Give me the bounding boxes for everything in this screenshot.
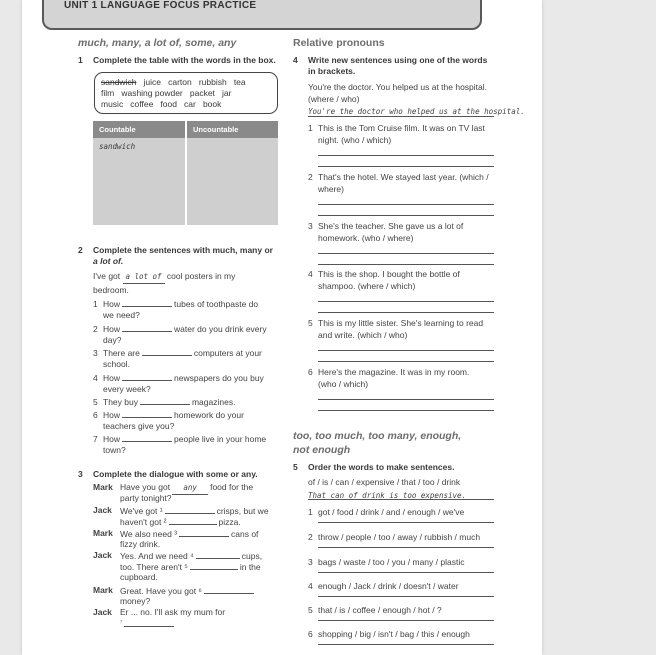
item-text: throw / people / too / away / rubbish / much <box>318 532 481 542</box>
question-5-instruction: Order the words to make sentences. <box>308 462 455 472</box>
answer-blank[interactable] <box>165 504 215 514</box>
answer-line[interactable] <box>318 620 494 621</box>
item-text: newspapers do you buy <box>174 373 264 383</box>
item-text: Here's the magazine. It was in my room. <box>318 367 470 377</box>
item-text: where) <box>318 184 344 194</box>
item-text: How <box>103 434 121 444</box>
example-answer: a lot of <box>123 271 165 284</box>
item-number: 1 <box>308 123 313 133</box>
dialogue-text: too. There aren't ⁵ <box>120 562 188 572</box>
question-5-example-answer: That can of drink is too expensive. <box>308 491 467 500</box>
example-answer: any <box>172 482 208 495</box>
item-text: got / food / drink / and / enough / we've <box>318 507 465 517</box>
question-4-instruction-line: in brackets. <box>308 66 356 76</box>
question-2-instruction <box>93 245 273 267</box>
item-text: shopping / big / isn't / bag / this / enough <box>318 629 470 639</box>
item-text: magazines. <box>191 397 236 407</box>
item-number: 1 <box>93 299 98 309</box>
answer-line[interactable] <box>318 264 494 265</box>
speaker-name: Mark <box>93 528 113 538</box>
item-number: 6 <box>308 367 313 377</box>
item-number: 7 <box>93 434 98 444</box>
answer-line[interactable] <box>318 410 494 411</box>
answer-blank[interactable] <box>190 560 238 570</box>
answer-line[interactable] <box>318 155 494 156</box>
question-4-instruction-line: Write new sentences using one of the words <box>308 55 488 65</box>
word-box-row <box>101 77 246 87</box>
item-number: 6 <box>308 629 313 639</box>
dialogue-text: crisps, but we <box>216 506 269 516</box>
dialogue-text: Have you got <box>120 482 171 492</box>
dialogue-text: ⁷ <box>120 620 123 626</box>
answer-line[interactable] <box>318 572 494 573</box>
question-4-instruction <box>308 55 487 77</box>
item-number: 3 <box>93 348 98 358</box>
item-text: How <box>103 410 121 420</box>
word-juice: juice <box>143 77 162 87</box>
answer-line[interactable] <box>318 361 494 362</box>
item-number: 4 <box>308 581 313 591</box>
answer-line <box>308 116 494 117</box>
dialogue-text: cans of <box>231 529 259 539</box>
dialogue-text: money? <box>120 596 151 606</box>
item-text: people live in your home <box>174 434 267 444</box>
dialogue-text: pizza. <box>218 517 241 527</box>
answer-blank[interactable] <box>169 515 217 525</box>
dialogue-text: We also need ³ <box>120 529 178 539</box>
speaker-name: Mark <box>93 585 113 595</box>
dialogue-text: cups, <box>241 551 263 561</box>
answer-blank[interactable] <box>124 617 174 627</box>
dialogue-text: party tonight? <box>120 493 172 503</box>
dialogue-text: haven't got ² <box>120 517 167 527</box>
item-number: 5 <box>93 397 98 407</box>
item-text: bags / waste / too / you / many / plastic <box>318 557 465 567</box>
item-text: That's the hotel. We stayed last year. (which / <box>318 172 489 182</box>
answer-blank[interactable] <box>179 527 229 537</box>
item-text: homework. (who / where) <box>318 233 414 243</box>
question-5-example: of / is / can / expensive / that / too / drink <box>308 477 461 487</box>
answer-blank[interactable] <box>122 371 172 381</box>
question-number-3: 3 <box>78 469 83 479</box>
item-continuation: town? <box>103 445 126 455</box>
answer-line[interactable] <box>318 350 494 351</box>
item-text: How <box>103 324 121 334</box>
word-box <box>94 72 278 114</box>
dialogue-line: cupboard. <box>120 572 158 582</box>
uncountable-cell[interactable] <box>186 138 278 225</box>
word-tea: tea <box>233 77 246 87</box>
item-text: This is the Tom Cruise film. It was on TV last <box>318 123 485 133</box>
example-text: cool posters in my <box>166 271 236 281</box>
item-text: They buy <box>103 397 138 407</box>
item-number: 6 <box>93 410 98 420</box>
question-2-example <box>93 270 235 296</box>
item-number: 4 <box>308 269 313 279</box>
answer-line[interactable] <box>318 399 494 400</box>
word-music: music <box>101 99 124 109</box>
answer-blank[interactable] <box>122 432 172 442</box>
example-text: (where / who) <box>308 94 360 104</box>
item-text: There are <box>103 348 140 358</box>
item-text: This is my little sister. She's learning to read <box>318 318 484 328</box>
answer-line[interactable] <box>318 204 494 205</box>
countable-table <box>93 121 278 225</box>
example-text: You're the doctor. You helped us at the hospital. <box>308 82 488 92</box>
countable-example: sandwich <box>99 142 136 151</box>
question-number-1: 1 <box>78 55 83 65</box>
word-sandwich: sandwich <box>101 77 137 87</box>
answer-blank[interactable] <box>122 297 172 307</box>
answer-line[interactable] <box>318 166 494 167</box>
item-text: and write. (which / who) <box>318 330 408 340</box>
answer-line[interactable] <box>318 253 494 254</box>
word-jar: jar <box>222 88 232 98</box>
unit-banner <box>42 0 482 30</box>
unit-title: UNIT 1 LANGUAGE FOCUS PRACTICE <box>64 0 257 11</box>
speaker-name: Mark <box>93 482 113 492</box>
speaker-name: Jack <box>93 550 112 560</box>
item-text: This is the shop. I bought the bottle of <box>318 269 460 279</box>
item-text: How <box>103 299 121 309</box>
question-2-instruction-line: Complete the sentences with much, many or <box>93 245 273 255</box>
answer-blank[interactable] <box>122 408 172 418</box>
list-item <box>93 395 235 408</box>
item-text: enough / Jack / drink / doesn't / water <box>318 581 459 591</box>
word-film: film <box>101 88 115 98</box>
question-number-4: 4 <box>293 55 298 65</box>
countable-header: Countable <box>93 121 186 138</box>
answer-blank[interactable] <box>196 549 240 559</box>
section-title-line: too, too much, too many, enough, <box>293 430 462 442</box>
section-title-relative-pronouns: Relative pronouns <box>293 37 385 49</box>
dialogue-line <box>120 617 176 630</box>
word-box-row <box>101 99 221 109</box>
item-number: 2 <box>93 324 98 334</box>
item-text: She's the teacher. She gave us a lot of <box>318 221 464 231</box>
item-text: that / is / coffee / enough / hot / ? <box>318 605 442 615</box>
dialogue-text: fizzy drink. <box>120 539 161 549</box>
example-text: bedroom. <box>93 285 129 295</box>
dialogue-text: Yes. And we need ⁴ <box>120 551 194 561</box>
uncountable-header: Uncountable <box>186 121 278 138</box>
answer-line[interactable] <box>318 644 494 645</box>
dialogue-text: in the <box>239 562 261 572</box>
question-number-2: 2 <box>78 245 83 255</box>
dialogue-text: food for the <box>210 482 254 492</box>
answer-line[interactable] <box>318 301 494 302</box>
item-continuation: day? <box>103 335 122 345</box>
word-carton: carton <box>168 77 192 87</box>
word-food: food <box>160 99 177 109</box>
section-title-quantifiers: much, many, a lot of, some, any <box>78 37 237 49</box>
question-4-example-answer: You're the doctor who helped us at the hospital. <box>308 107 525 116</box>
item-text: (who / which) <box>318 379 369 389</box>
answer-blank[interactable] <box>122 322 172 332</box>
item-text: How <box>103 373 121 383</box>
word-box-row <box>101 88 231 98</box>
item-number: 3 <box>308 557 313 567</box>
question-3-instruction: Complete the dialogue with some or any. <box>93 469 258 479</box>
word-book: book <box>202 99 222 109</box>
item-number: 4 <box>93 373 98 383</box>
answer-line[interactable] <box>318 312 494 313</box>
item-continuation: school. <box>103 359 130 369</box>
item-text: night. (who / which) <box>318 135 392 145</box>
answer-line <box>308 499 494 500</box>
word-washing-powder: washing powder <box>121 88 183 98</box>
speaker-name: Jack <box>93 607 112 617</box>
answer-line[interactable] <box>318 522 494 523</box>
answer-line[interactable] <box>318 547 494 548</box>
dialogue-line <box>120 492 172 504</box>
item-text: shampoo. (where / which) <box>318 281 416 291</box>
item-continuation: we need? <box>103 310 140 320</box>
speaker-name: Jack <box>93 505 112 515</box>
item-continuation: teachers give you? <box>103 421 175 431</box>
answer-blank[interactable] <box>142 346 192 356</box>
item-number: 2 <box>308 172 313 182</box>
answer-blank[interactable] <box>204 584 254 594</box>
dialogue-text: Great. Have you got ⁶ <box>120 586 202 596</box>
dialogue-text: Er ... no. I'll ask my mum for <box>120 607 226 617</box>
word-car: car <box>184 99 196 109</box>
item-number: 3 <box>308 221 313 231</box>
item-text: homework do your <box>174 410 244 420</box>
section-title-line: not enough <box>293 444 351 456</box>
item-number: 5 <box>308 605 313 615</box>
countable-cell[interactable] <box>93 138 186 225</box>
question-1-instruction: Complete the table with the words in the box. <box>93 55 276 65</box>
question-number-5: 5 <box>293 462 298 472</box>
word-packet: packet <box>189 88 215 98</box>
item-number: 5 <box>308 318 313 328</box>
question-2-instruction-line: a lot of. <box>93 256 124 266</box>
item-text: computers at your <box>193 348 262 358</box>
answer-blank[interactable] <box>140 395 190 405</box>
word-coffee: coffee <box>130 99 154 109</box>
section-title-too-enough <box>293 430 461 456</box>
answer-line[interactable] <box>318 596 494 597</box>
dialogue-text: We've got ¹ <box>120 506 163 516</box>
question-4-example <box>308 81 487 105</box>
word-rubbish: rubbish <box>198 77 227 87</box>
item-text: tubes of toothpaste do <box>174 299 259 309</box>
answer-line[interactable] <box>318 215 494 216</box>
item-number: 1 <box>308 507 313 517</box>
example-text: I've got <box>93 271 121 281</box>
item-number: 2 <box>308 532 313 542</box>
item-continuation: every week? <box>103 384 151 394</box>
item-text: water do you drink every <box>174 324 267 334</box>
